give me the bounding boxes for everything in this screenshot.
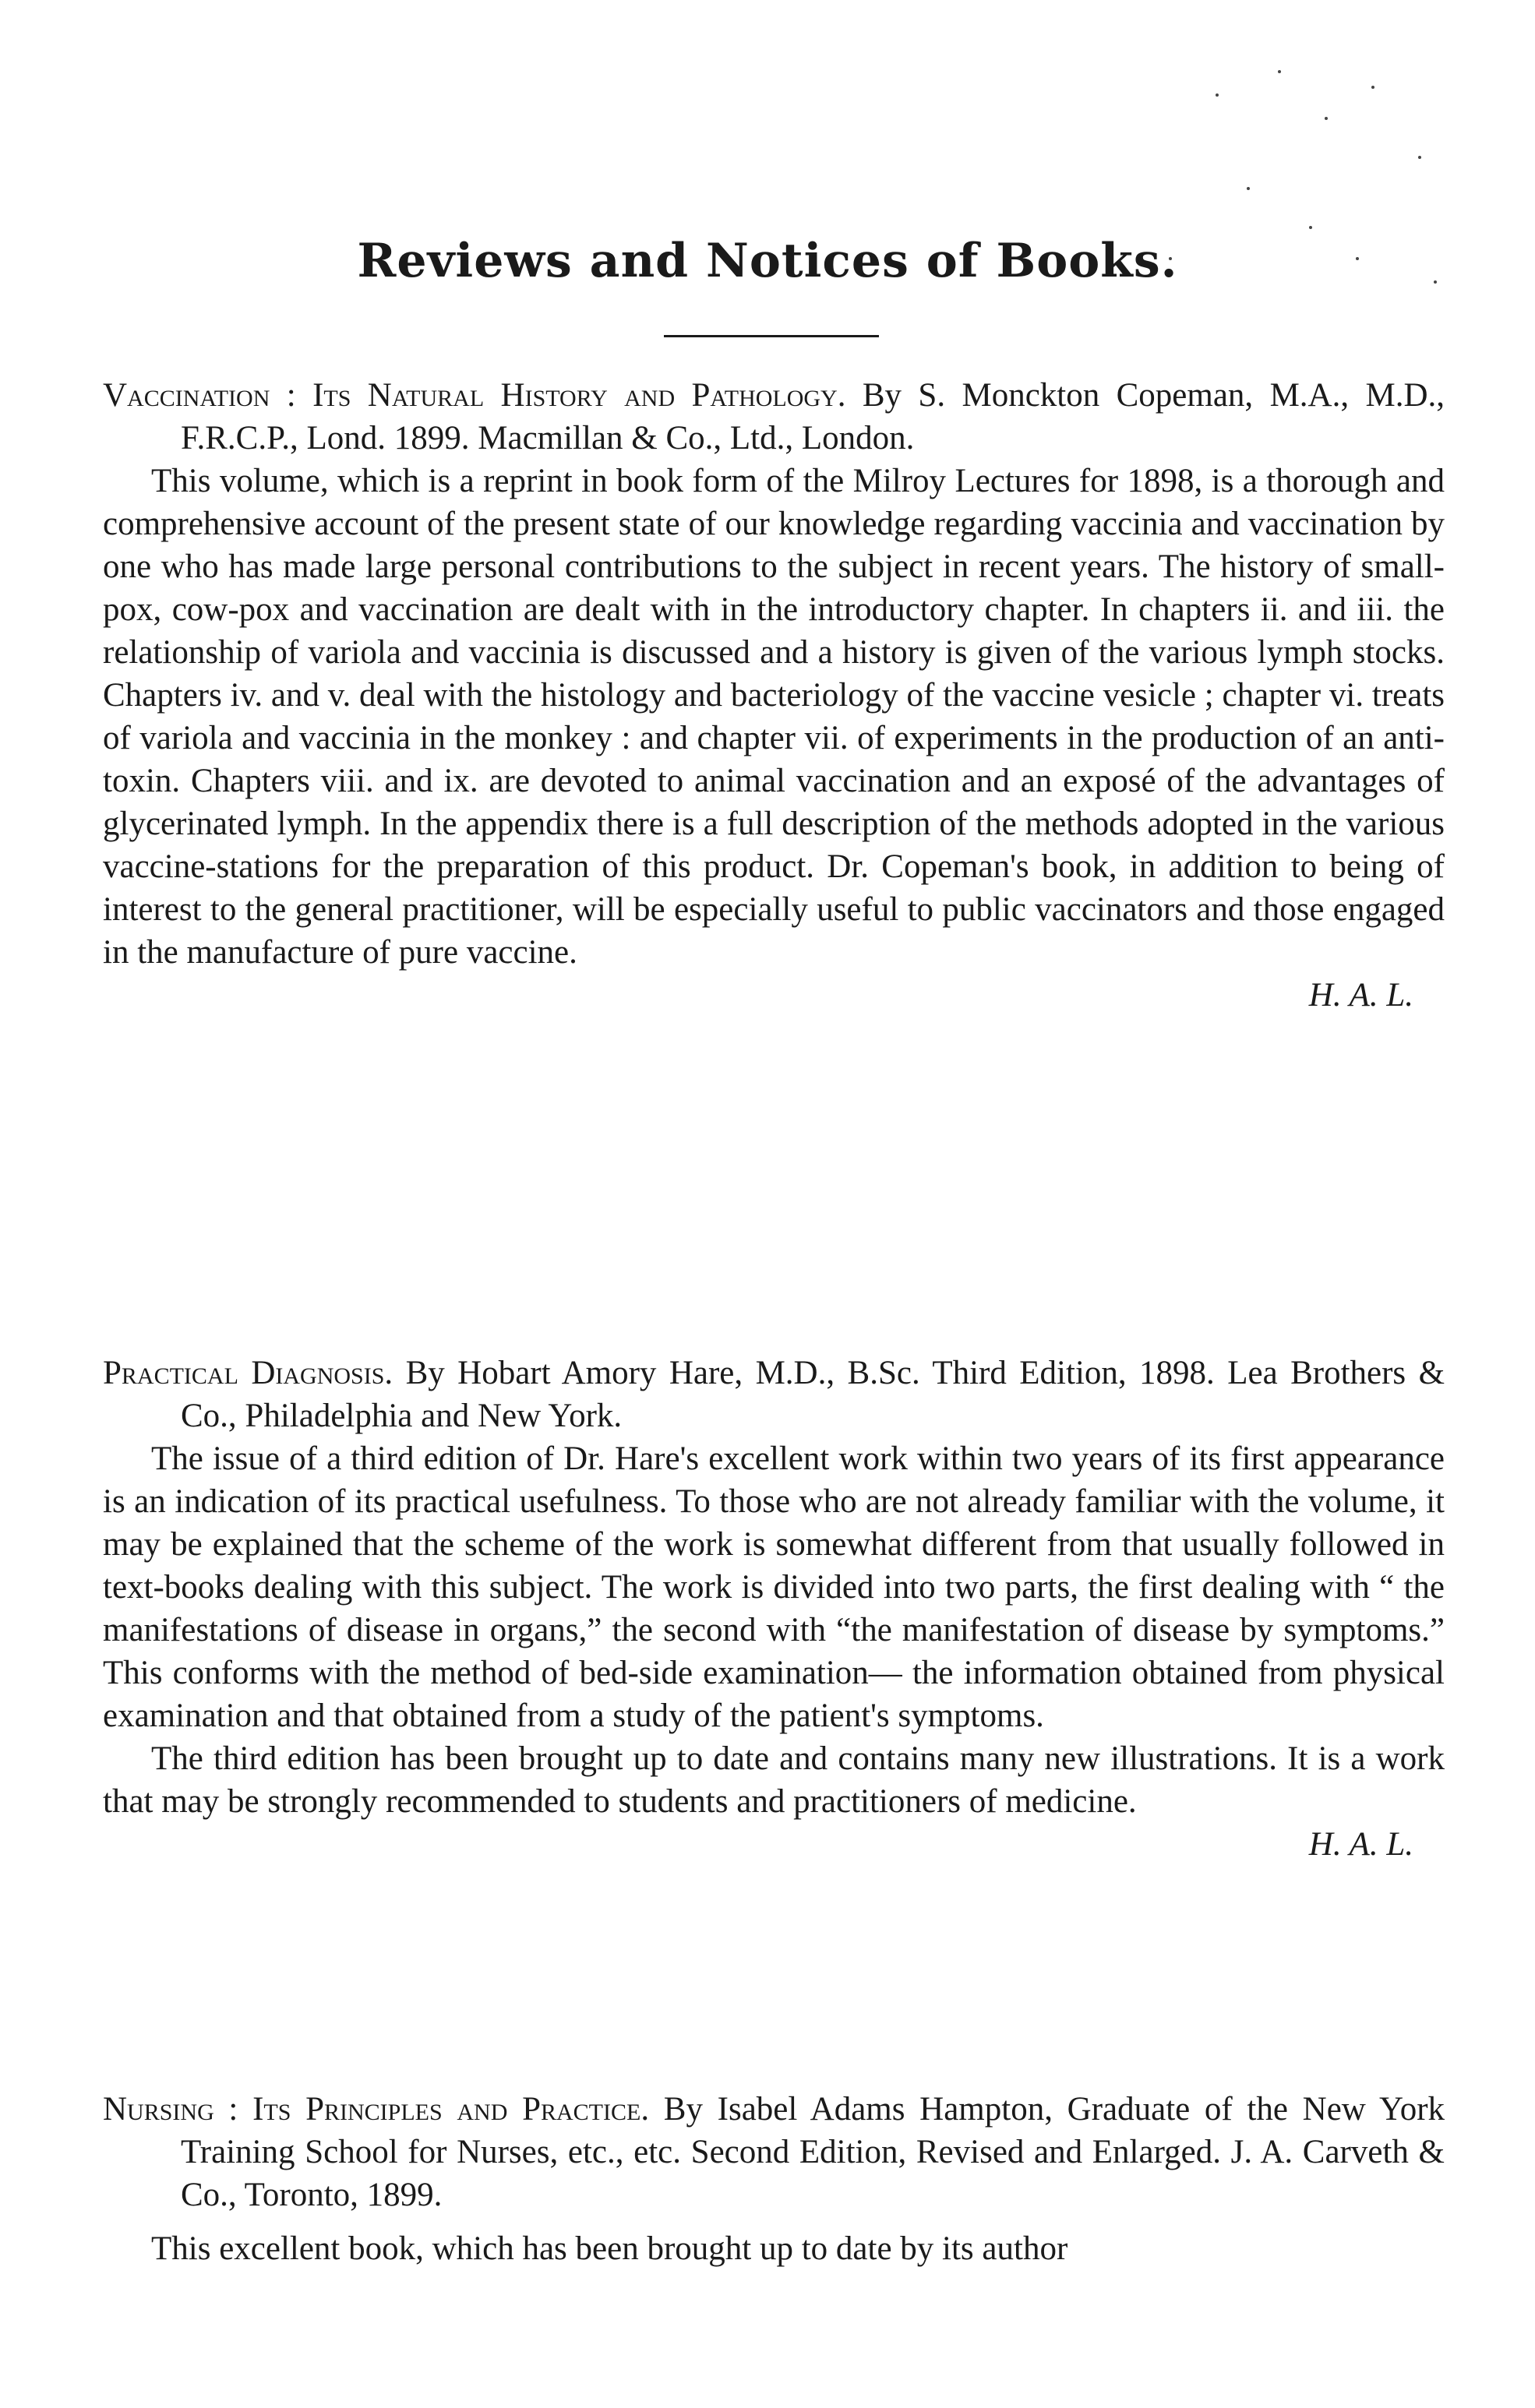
review-subject: Vaccination : Its Natural History and Pathology. xyxy=(103,377,846,414)
review-details: M.A., M.D., F.R.C.P., Lond. 1899. Macmillan & Co., Ltd., London. xyxy=(181,377,1445,457)
review-paragraph: The third edition has been brought up to date and contains many new illustrations. It is a work that may be strongly recommended to students and practitioners of medicine. xyxy=(103,1740,1445,1820)
speck xyxy=(1247,187,1250,190)
review-subject: Practical Diagnosis. xyxy=(103,1355,393,1391)
speck xyxy=(1309,226,1312,229)
review-heading xyxy=(103,1352,1445,1437)
review-subject: Nursing : Its Principles and Practice. xyxy=(103,2091,650,2128)
review-signature: H. A. L. xyxy=(1308,977,1413,1014)
review-author: By Isabel Adams Hampton, xyxy=(663,2091,1053,2128)
review-paragraph: This volume, which is a reprint in book form of the Milroy Lectures for 1898, is a thorough and comprehensive account of the present state of our knowledge regarding vaccinia and vaccination by one who has made large personal contributions to the subject in recent years. The history of small-pox, cow-pox and vaccination are dealt with in the introductory chapter. In chapters ii. and iii. the relationship of variola and vaccinia is discussed and a history is given of the various lymph stocks. Chapters iv. and v. deal with the histology and bacteriology of the vaccine vesicle ; chapter vi. treats of variola and vaccinia in the monkey : and chapter vii. of experiments in the production of an anti-toxin. Chapters viii. and ix. are devoted to animal vaccination and an exposé of the advantages of glycerinated lymph. In the appendix there is a full description of the methods adopted in the various vaccine-stations for the preparation of this product. Dr. Copeman's book, in addition to being of interest to the general practitioner, will be especially useful to public vaccinators and those engaged in the manufacture of pure vaccine. xyxy=(103,463,1445,971)
review-signature: H. A. L. xyxy=(1308,1826,1413,1863)
review-paragraph: The issue of a third edition of Dr. Hare's excellent work within two years of its first appearance is an indication of its practical usefulness. To those who are not already familiar with the volume, it may be explained that the scheme of the work is somewhat different from that usually followed in text-books dealing with this subject. The work is divided into two parts, the first dealing with “ the manifestations of disease in organs,” the second with “the manifestation of disease by symptoms.” This conforms with the method of bed-side examination— the information obtained from physical examination and that obtained from a study of the patient's symptoms. xyxy=(103,1440,1445,1734)
review-details: Graduate of the New York Training School for Nurses, etc., etc. Second Edition, Revised and Enlarged. J. A. Carveth & Co., Toronto, 1899. xyxy=(181,2091,1445,2213)
review-nursing xyxy=(103,2088,1445,2270)
review-paragraph: This excellent book, which has been brought up to date by its author xyxy=(151,2230,1068,2267)
speck xyxy=(1325,117,1328,120)
review-heading xyxy=(103,2088,1445,2216)
review-details: M.D., B.Sc. Third Edition, 1898. Lea Brothers & Co., Philadelphia and New York. xyxy=(181,1355,1445,1434)
speck xyxy=(1216,93,1219,97)
speck xyxy=(1278,70,1281,73)
review-author: By S. Monckton Copeman, xyxy=(862,377,1254,414)
speck xyxy=(1418,156,1421,159)
review-vaccination xyxy=(103,374,1445,1017)
review-heading xyxy=(103,374,1445,460)
page-title: Reviews and Notices of Books. xyxy=(357,234,1178,288)
title-rule xyxy=(664,335,879,337)
review-practical-diagnosis xyxy=(103,1352,1445,1866)
speck xyxy=(1371,86,1374,89)
review-author: By Hobart Amory Hare, xyxy=(405,1355,743,1391)
